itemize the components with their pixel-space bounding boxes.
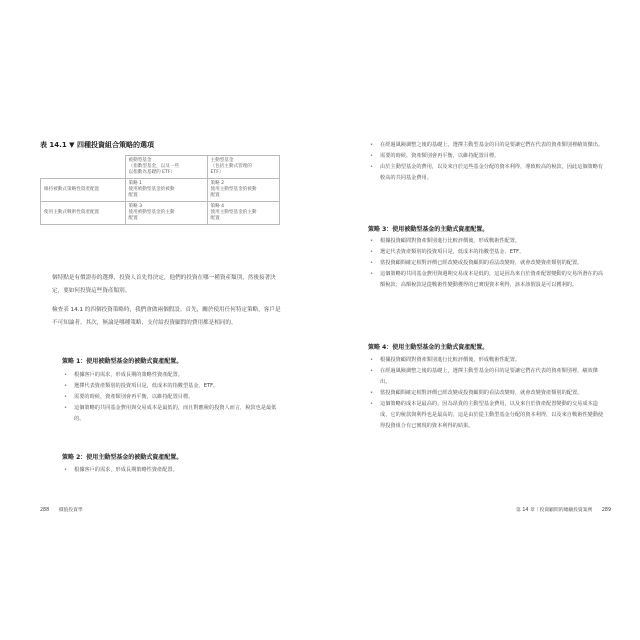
table-title: 表 14.1 ▼ 四種投資組合策略的選項 [40,141,154,149]
chapter-label: 第 14 章｜投資顧問的總顧投資案例 [516,508,593,513]
strategy4-heading: 策略 4：使用主動型基金的主動式資產配置。 [368,344,489,351]
list-item: • 選擇代表資產類別的投資項目是，低成本的指數型基金、ETF。 [62,381,282,392]
strategy3-bullets [368,236,604,291]
strategy3-heading: 策略 3：使用被動型基金的主動式資產配置。 [368,226,489,233]
list-item: • 當投資顧問確定相對評價已經改變或投資顧問的看法改變時，就會改變資產類別的配置。 [368,388,604,399]
page-number: 288 [40,508,50,513]
right-page-footer [516,506,611,513]
strategy1-bullets [62,370,282,425]
strategy-table [40,155,280,225]
strategy4-bullets [368,355,604,432]
table-cell-strategy2: 策略 2 使用主動型基金的被動 配置 [207,179,280,202]
list-item: • 由於主動型基金的費用，以及來自於這些基金分配的資本利得，導致較高的稅款，因此這個策略有較高的共同基金費用。 [368,162,604,184]
list-item: • 選定代表資產類別的投資項目是，低成本的指數型基金、ETF。 [368,247,604,258]
book-title: 價值投資學 [58,508,83,513]
list-item: • 根據客戶的需求，形成長期的策略性資產配置。 [62,370,282,381]
strategy2-continued-bullets [368,140,604,184]
list-item: • 根據投資顧問對資產類別進行比較評價後，形成戰術性配置。 [368,355,604,366]
list-item: • 根據投資顧問對資產類別進行比較評價後，形成戰術性配置。 [368,236,604,247]
list-item: • 需要的時候，資產類別會再平衡，以維持配置目標。 [62,392,282,403]
paragraph-assumptions: 檢查表 14.1 的四個投資策略時，我們會做兩個假設。首先，關於使用任何特定策略，客戶是不可知論者。其次，無論是哪種策略，支付給投資顧問的費用都是相同的。 [52,307,281,326]
list-item: • 這個策略的共同基金費用與交易成本是最低的，而且對應稅的投資人而言，稅款也是最低的。 [62,403,282,425]
strategy2-bullets [62,465,282,476]
list-item: • 這個策略的共同基金費用與週期交易成本是低的，這是因為來自於資產配置變動的交易所潛在的高額稅款；高額稅款是從戰術性變動獲得的已實現資本利得，該本該假設是可以獲利的。 [368,269,604,291]
list-item: • 根據客戶的需求，形成長期策略性資產配置。 [62,465,282,476]
table-cell-strategy4: 策略 4 使用主動型基金的主動 配置 [207,202,280,225]
table-row-label: 使用主動式戰術性資產配置 [41,202,126,225]
right-page [320,0,640,640]
list-item: • 在經過風險調整之後的基礎上，選擇主動型基金的目的是要讓它們在代表的資產類別裡績效傑出。 [368,140,604,151]
table-cell-strategy1: 策略 1 使用被動型基金的被動 配置 [125,179,207,202]
page-number: 289 [601,508,611,513]
paragraph-intro: 個特點是有價證券的選擇，投資人首先得決定，他們的投資在哪一種資產類別，然後接著決定，要如何投資這些資產類別。 [52,275,276,294]
strategy2-heading: 策略 2：使用主動型基金的被動式資產配置。 [62,454,183,461]
table-corner-cell [41,156,126,179]
table-row [41,202,280,225]
table-header-passive: 被動型基金 （指數型基金，以及一些 以指數為基礎的 ETF） [125,156,207,179]
list-item: • 在經過風險調整之後的基礎上，選擇主動型基金的目的是要讓它們在代表的資產類別裡，績效傑出。 [368,366,604,388]
table-header-active: 主動型基金 （包括主動式管理的 ETF） [207,156,280,179]
table-row [41,179,280,202]
left-page-footer [40,506,83,513]
list-item: • 這個策略的成本是最高的，因為昂貴的主動型基金費用，以及來自於資產配置變動的交易成本造成，它的稅款與利得也是最高的，這是由於從主動型基金分配的資本利得，以及來自戰術性變動使得投資組合有已實現的資本利得的結果。 [368,399,604,432]
table-cell-strategy3: 策略 3 使用被動型基金的主動 配置 [125,202,207,225]
table-header-row [41,156,280,179]
table-row-label: 維持被動式策略性資產配置 [41,179,126,202]
strategy1-heading: 策略 1：使用被動型基金的被動式資產配置。 [62,358,183,365]
list-item: • 需要的時候，資產類別會再平衡，以維持配置目標。 [368,151,604,162]
list-item: • 當投資顧問確定相對評價已經改變或投資顧問的看法改變時，就會改變資產類別的配置。 [368,258,604,269]
